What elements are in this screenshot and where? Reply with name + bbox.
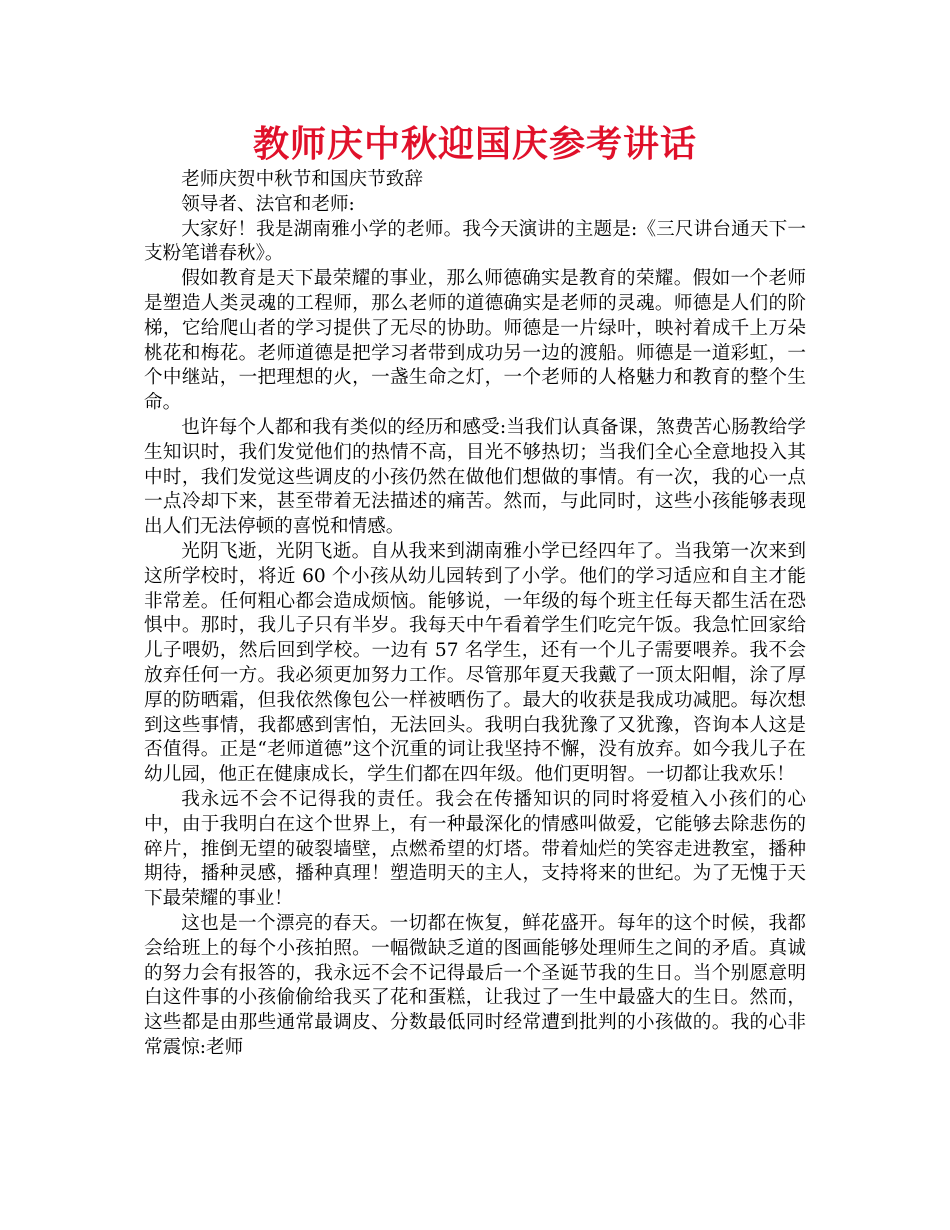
paragraph: 假如教育是天下最荣耀的事业，那么师德确实是教育的荣耀。假如一个老师是塑造人类灵魂的工程师，那么老师的道德确实是老师的灵魂。师德是人们的阶梯，它给爬山者的学习提供了无尽的协助。师德是一片绿叶，映衬着成千上万朵桃花和梅花。老师道德是把学习者带到成功另一边的渡船。师德是一道彩虹，一个中继站，一把理想的火，一盏生命之灯，一个老师的人格魅力和教育的整个生命。 xyxy=(144,268,806,414)
subtitle-line: 老师庆贺中秋节和国庆节致辞 xyxy=(181,169,423,190)
paragraph: 光阴飞逝，光阴飞逝。自从我来到湖南雅小学已经四年了。当我第一次来到这所学校时，将近 60 个小孩从幼儿园转到了小学。他们的学习适应和自主才能非常差。任何粗心都会造成烦恼。能够说，一年级的每个班主任每天都生活在恐惧中。那时，我儿子只有半岁。我每天中午看着学生们吃完午饭。我急忙回家给儿子喂奶，然后回到学校。一边有 57 名学生，还有一个儿子需要喂养。我不会放弃任何一方。我必须更加努力工作。尽管那年夏天我戴了一顶太阳帽，涂了厚厚的防晒霜，但我依然像包公一样被晒伤了。最大的收获是我成功减肥。每次想到这些事情，我都感到害怕，无法回头。我明白我犹豫了又犹豫，咨询本人这是否值得。正是“老师道德”这个沉重的词让我坚持不懈，没有放弃。如今我儿子在幼儿园，他正在健康成长，学生们都在四年级。他们更明智。一切都让我欢乐！ xyxy=(144,540,806,786)
document-title: 教师庆中秋迎国庆参考讲话 xyxy=(252,124,697,165)
paragraph: 大家好！我是湖南雅小学的老师。我今天演讲的主题是:《三尺讲台通天下一支粉笔谱春秋》。 xyxy=(144,218,806,265)
salutation-line: 领导者、法官和老师: xyxy=(181,193,355,215)
paragraph: 我永远不会不记得我的责任。我会在传播知识的同时将爱植入小孩们的心中，由于我明白在这个世界上，有一种最深化的情感叫做爱，它能够去除悲伤的碎片，推倒无望的破裂墙壁，点燃希望的灯塔。带着灿烂的笑容走进教室，播种期待，播种灵感，播种真理！塑造明天的主人，支持将来的世纪。为了无愧于天下最荣耀的事业！ xyxy=(144,788,806,910)
paragraph: 这也是一个漂亮的春天。一切都在恢复，鲜花盛开。每年的这个时候，我都会给班上的每个小孩拍照。一幅微缺乏道的图画能够处理师生之间的矛盾。真诚的努力会有报答的，我永远不会不记得最后一个圣诞节我的生日。当个别愿意明白这件事的小孩偷偷给我买了花和蛋糕，让我过了一生中最盛大的生日。然而，这些都是由那些通常最调皮、分数最低同时经常遭到批判的小孩做的。我的心非常震惊:老师 xyxy=(144,912,806,1058)
paragraph: 也许每个人都和我有类似的经历和感受:当我们认真备课，煞费苦心肠教给学生知识时，我们发觉他们的热情不高，目光不够热切；当我们全心全意地投入其中时，我们发觉这些调皮的小孩仍然在做他们想做的事情。有一次，我的心一点一点冷却下来，甚至带着无法描述的痛苦。然而，与此同时，这些小孩能够表现出人们无法停顿的喜悦和情感。 xyxy=(144,416,806,538)
document-body xyxy=(144,168,806,1061)
